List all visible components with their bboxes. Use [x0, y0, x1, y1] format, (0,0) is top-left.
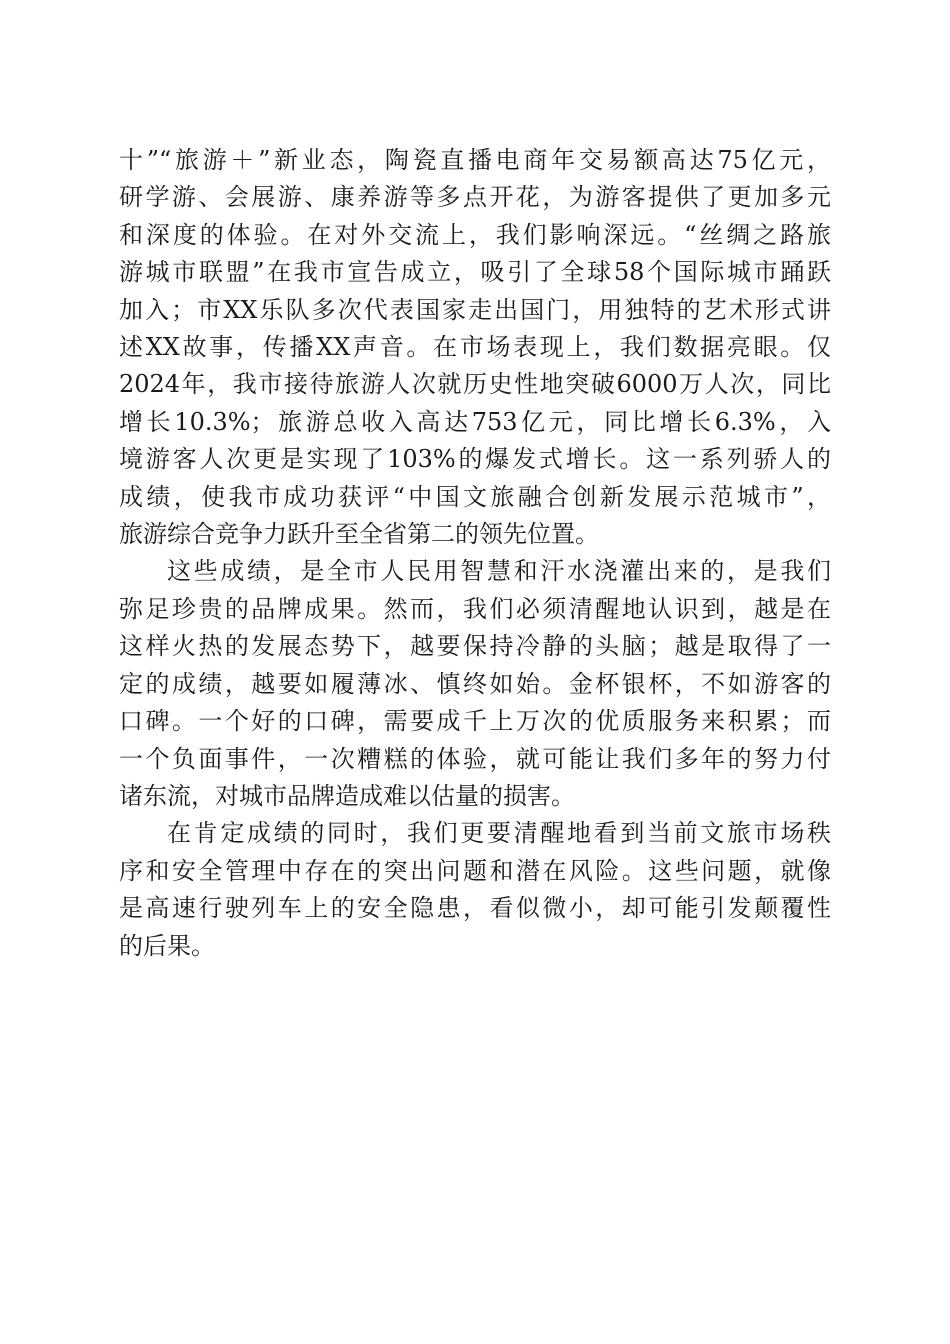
text-line: 十”“旅游＋”新业态，陶瓷直播电商年交易额高达75亿元，: [119, 146, 831, 174]
text-line: 成绩，使我市成功获评“中国文旅融合创新发展示范城市”，: [119, 482, 831, 511]
text-line: 诸东流，对城市品牌造成难以估量的损害。: [119, 781, 575, 810]
paragraph-risks: [119, 815, 831, 965]
text-line: 和深度的体验。在对外交流上，我们影响深远。“丝绸之路旅: [119, 220, 831, 249]
text-line: 境游客人次更是实现了103%的爆发式增长。这一系列骄人的: [119, 445, 831, 474]
text-line: 口碑。一个好的口碑，需要成千上万次的优质服务来积累；而: [119, 707, 831, 736]
text-line: 定的成绩，越要如履薄冰、慎终如始。金杯银杯，不如游客的: [119, 669, 831, 698]
text-line: 的后果。: [119, 931, 215, 960]
text-line: 加入；市XX乐队多次代表国家走出国门，用独特的艺术形式讲: [119, 295, 831, 324]
text-line: 一个负面事件，一次糟糕的体验，就可能让我们多年的努力付: [119, 744, 831, 773]
text-line: 旅游综合竞争力跃升至全省第二的领先位置。: [119, 520, 599, 549]
paragraph-reputation: [119, 553, 831, 815]
text-line: 研学游、会展游、康养游等多点开花，为游客提供了更加多元: [119, 183, 831, 212]
text-line: 游城市联盟”在我市宣告成立，吸引了全球58个国际城市踊跃: [119, 258, 831, 287]
text-line: 这些成绩，是全市人民用智慧和汗水浇灌出来的，是我们: [167, 557, 831, 586]
text-line: 序和安全管理中存在的突出问题和潜在风险。这些问题，就像: [119, 856, 831, 885]
text-line: 述XX故事，传播XX声音。在市场表现上，我们数据亮眼。仅: [119, 333, 831, 362]
text-line: 这样火热的发展态势下，越要保持冷静的头脑；越是取得了一: [119, 632, 831, 661]
text-line: 2024年，我市接待旅游人次就历史性地突破6000万人次，同比: [119, 370, 831, 399]
paragraph-achievements: [119, 142, 831, 553]
text-line: 增长10.3%；旅游总收入高达753亿元，同比增长6.3%，入: [119, 407, 831, 436]
text-line: 是高速行驶列车上的安全隐患，看似微小，却可能引发颠覆性: [119, 894, 831, 923]
text-line: 弥足珍贵的品牌成果。然而，我们必须清醒地认识到，越是在: [119, 594, 831, 623]
document-body: [119, 142, 831, 965]
text-line: 在肯定成绩的同时，我们更要清醒地看到当前文旅市场秩: [167, 819, 831, 848]
